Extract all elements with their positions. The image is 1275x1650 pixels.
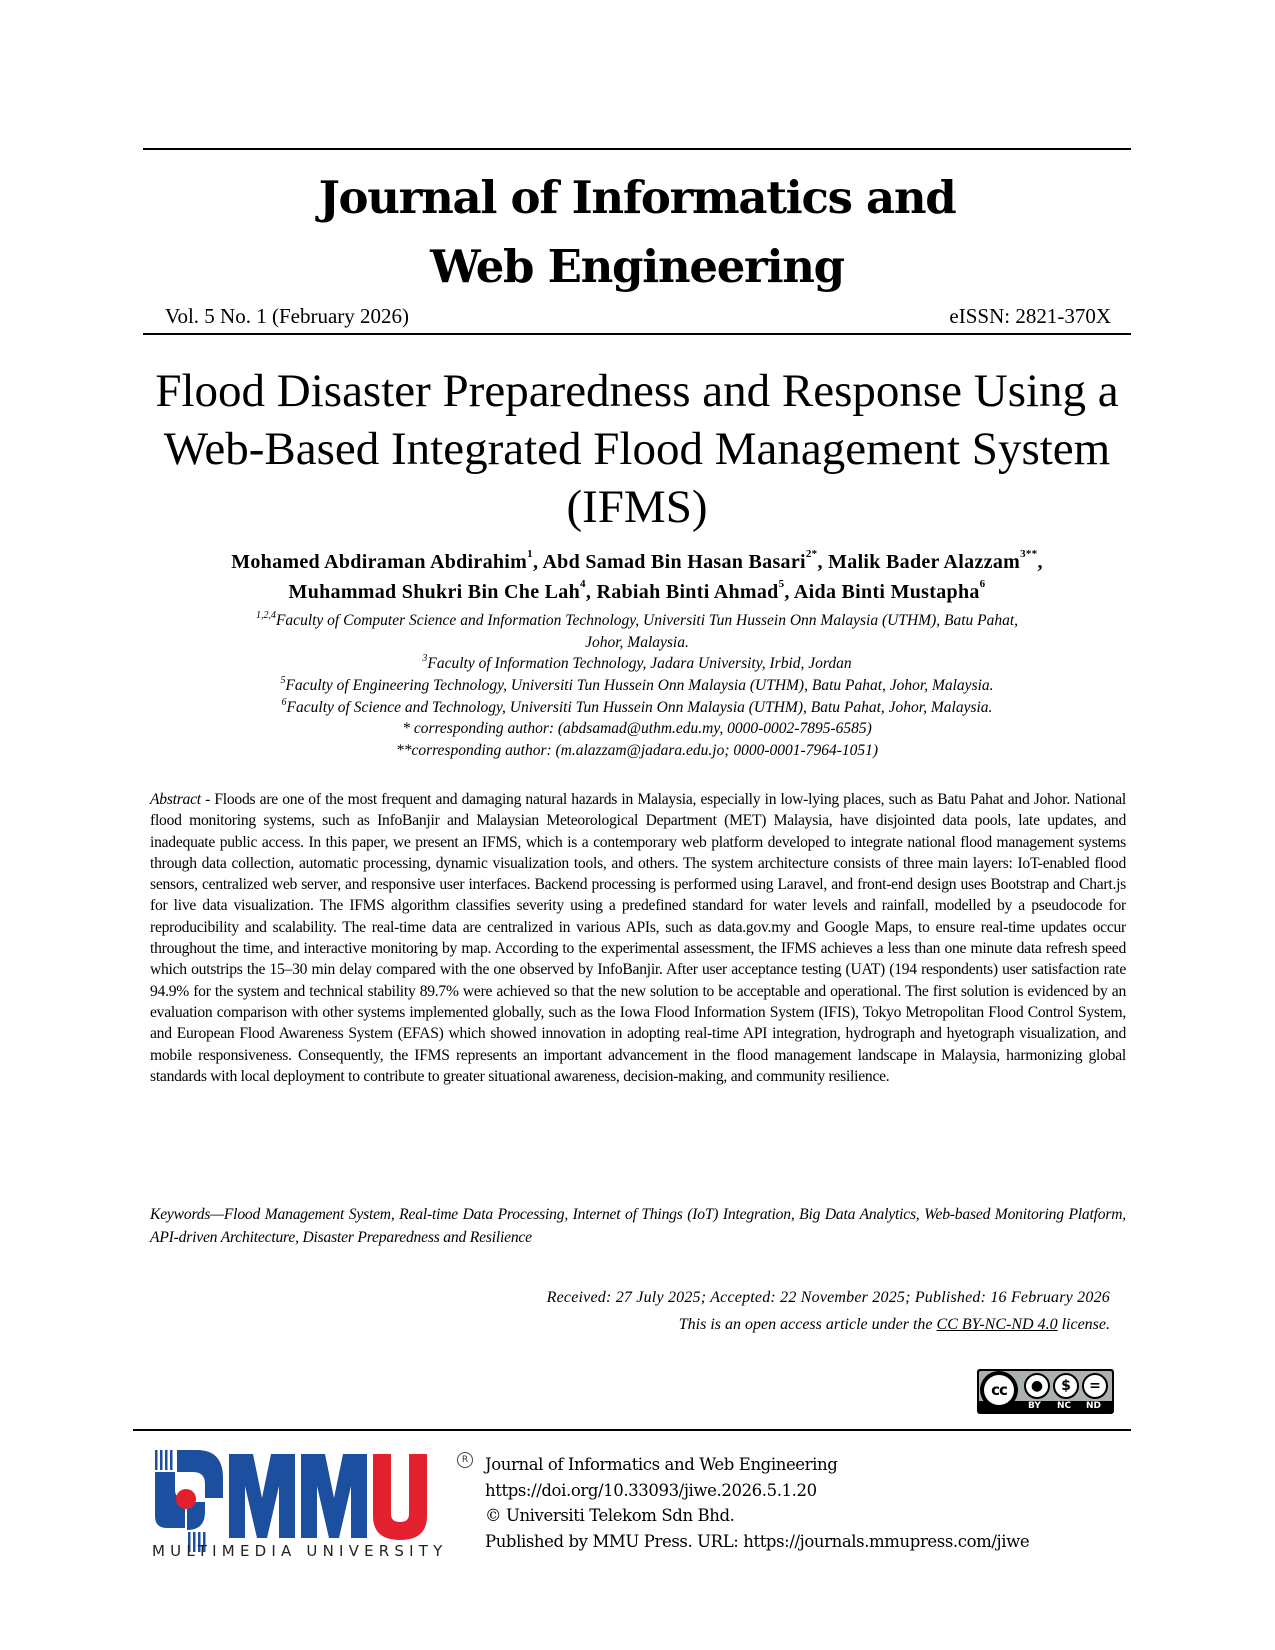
corresponding-author-1: * corresponding author: (abdsamad@uthm.edu.my, 0000-0002-7895-6585) xyxy=(402,720,872,737)
author-name: Aida Binti Mustapha xyxy=(793,581,980,603)
author-name: Muhammad Shukri Bin Che Lah xyxy=(288,581,581,603)
volume-issue: Vol. 5 No. 1 (February 2026) xyxy=(165,304,410,328)
author-line-1: Mohamed Abdiraman Abdirahim$^1$, Abd Samad Bin Hasan Basari$^{2*}$, Malik Bader Alazzam$^{3**}$, xyxy=(231,548,1043,573)
license-suffix: license. xyxy=(1057,1316,1110,1333)
noderivatives-icon: = xyxy=(1082,1373,1108,1399)
author-affil-mark: 2* xyxy=(805,548,818,560)
affiliation-text: Faculty of Engineering Technology, Universiti Tun Hussein Onn Malaysia (UTHM), Batu Pahat, Johor, Malaysia. xyxy=(285,677,994,694)
author-affil-mark: 3** xyxy=(1020,548,1038,560)
author-name: Mohamed Abdiraman Abdirahim xyxy=(231,551,528,573)
license-statement xyxy=(679,1316,1110,1334)
journal-title-line2: Web Engineering xyxy=(430,240,844,293)
affiliation xyxy=(143,653,1131,672)
author-name: Rabiah Binti Ahmad xyxy=(596,581,779,603)
affiliation-mark: 1,2,4 xyxy=(255,610,276,621)
footer-copyright: © Universiti Telekom Sdn Bhd. xyxy=(485,1506,735,1525)
author-affil-mark: 6 xyxy=(979,578,986,590)
cc-icon-text: cc xyxy=(984,1375,1014,1405)
badge-label-nc: NC xyxy=(1057,1401,1072,1411)
attribution-icon: ● xyxy=(1024,1373,1050,1399)
author-name: Abd Samad Bin Hasan Basari xyxy=(542,551,806,573)
author-line-2: Muhammad Shukri Bin Che Lah$^4$, Rabiah Binti Ahmad$^5$, Aida Binti Mustapha$^6$ xyxy=(288,578,986,603)
affiliation-mark: 6 xyxy=(281,697,287,708)
mmu-emblem-icon xyxy=(155,1450,223,1552)
top-rule xyxy=(143,148,1131,150)
paper-title: Flood Disaster Preparedness and Response Using a Web-Based Integrated Flood Management System (IFMS) xyxy=(155,365,1119,533)
affiliation-mark: 3 xyxy=(422,653,428,664)
affiliation-text: Faculty of Science and Technology, Universiti Tun Hussein Onn Malaysia (UTHM), Batu Pahat, Johor, Malaysia. xyxy=(286,699,993,716)
badge-label-nd: ND xyxy=(1086,1401,1102,1411)
affiliation-text: Faculty of Information Technology, Jadara University, Irbid, Jordan xyxy=(427,655,852,672)
author-affil-mark: 5 xyxy=(778,578,785,590)
badge-label-by: BY xyxy=(1028,1401,1041,1411)
affiliation xyxy=(143,675,1131,694)
corresponding-author-2: **corresponding author: (m.alazzam@jadara.edu.jo; 0000-0001-7964-1051) xyxy=(395,742,879,759)
affiliation-text: Faculty of Computer Science and Information Technology, Universiti Tun Hussein Onn Malaysia (UTHM), Batu Pahat, xyxy=(275,612,1019,629)
abstract-text: - Floods are one of the most frequent and damaging natural hazards in Malaysia, especially in low-lying places, such as Batu Pahat and Johor. National flood monitoring systems, such as InfoBanjir and Malaysian Meteorological Department (MET) Malaysia, have disjointed data pools, late updates, and inadequate public access. In this paper, we present an IFMS, which is a contemporary web platform developed to integrate national flood management systems through data collection, automatic processing, dynamic visualization tools, and others. The system architecture consists of three main layers: IoT-enabled flood sensors, centralized web server, and responsive user interfaces. Backend processing is performed using Laravel, and front-end design uses Bootstrap and Chart.js for live data visualization. The IFMS algorithm classifies severity using a predefined standard for water levels and rainfall, modelled by a pseudocode for reproducibility and scalability. The real-time data are centralized in various APIs, such as data.gov.my and Google Maps, to ensure real-time updates occur throughout the time, and interactive monitoring by map. According to the experimental assessment, the IFMS achieves a less than one minute data refresh speed which outstrips the 15–30 min delay compared with the one observed by InfoBanjir. After user acceptance testing (UAT) (194 respondents) user satisfaction rate 94.9% for the system and technical stability 89.7% were achieved so that the new solution to be acceptable and operational. The first solution is evidenced by an evaluation comparison with other systems implemented globally, such as the Iowa Flood Information System (IFIS), Tokyo Metropolitan Flood Control System, and European Flood Awareness System (EFAS) which showed innovation in adopting real-time API integration, hydrograph and hyetograph visualization, and mobile responsiveness. Consequently, the IFMS represents an important advancement in the flood management landscape in Malaysia, harmonizing global standards with local deployment to contribute to greater situational awareness, decision-making, and community resilience. xyxy=(150,791,1126,1085)
footer-rule xyxy=(133,1429,1131,1431)
author-affil-mark: 4 xyxy=(580,578,586,590)
author-affil-mark: 1 xyxy=(527,548,533,560)
cc-icon xyxy=(980,1371,1018,1409)
abstract xyxy=(150,789,1126,1087)
mmu-logo xyxy=(155,1450,455,1555)
keywords: Keywords—Flood Management System, Real-time Data Processing, Internet of Things (IoT) Integration, Big Data Analytics, Web-based Monitoring Platform, API-driven Architecture, Disaster Preparedness and Resilience xyxy=(150,1206,1126,1246)
footer-doi-link[interactable]: https://doi.org/10.33093/jiwe.2026.5.1.20 xyxy=(485,1480,817,1500)
footer-publisher: Published by MMU Press. URL: https://journals.mmupress.com/jiwe xyxy=(485,1531,1030,1551)
abstract-label: Abstract xyxy=(150,791,201,808)
author-name: Malik Bader Alazzam xyxy=(828,551,1021,573)
footer-info xyxy=(485,1452,1029,1554)
affiliation xyxy=(143,697,1131,716)
eissn: eISSN: 2821-370X xyxy=(949,304,1111,328)
affiliation-mark: 5 xyxy=(280,675,286,686)
license-prefix: This is an open access article under the xyxy=(678,1316,937,1333)
cc-license-badge[interactable] xyxy=(977,1369,1114,1414)
masthead-rule xyxy=(143,333,1131,335)
noncommercial-icon: $ xyxy=(1053,1373,1079,1399)
affiliation-continued: Johor, Malaysia. xyxy=(585,634,689,651)
registered-trademark-icon: R xyxy=(457,1452,473,1468)
mmu-wordmark xyxy=(229,1454,427,1540)
logo-tagline: MULTIMEDIA UNIVERSITY xyxy=(152,1542,448,1560)
footer-journal-name: Journal of Informatics and Web Engineering xyxy=(485,1455,838,1474)
journal-title-line1: Journal of Informatics and xyxy=(318,171,956,224)
publication-dates: Received: 27 July 2025; Accepted: 22 November 2025; Published: 16 February 2026 xyxy=(546,1289,1110,1306)
license-link[interactable]: CC BY-NC-ND 4.0 xyxy=(936,1316,1058,1333)
affiliation xyxy=(143,610,1131,629)
